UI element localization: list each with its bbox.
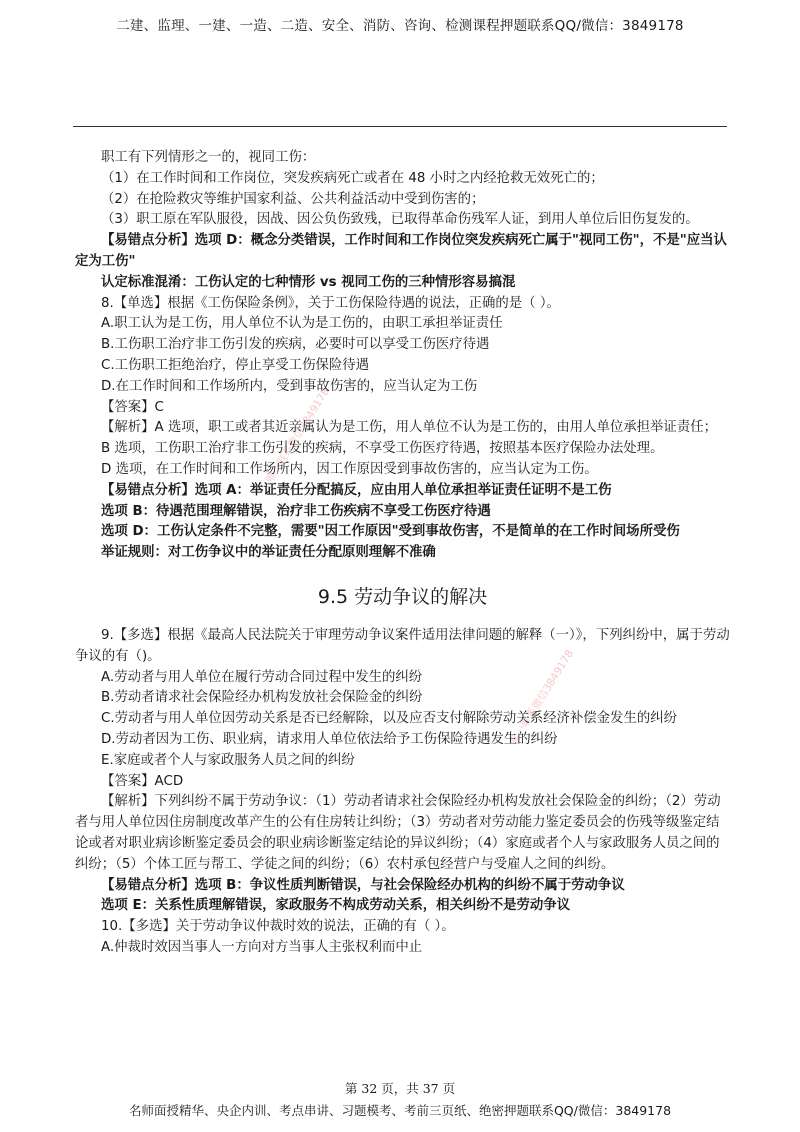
option: A.仲裁时效因当事人一方向对方当事人主张权利而中止 <box>101 939 423 955</box>
list-item: （2）在抢险救灾等维护国家利益、公共利益活动中受到伤害的； <box>101 191 485 207</box>
question: 9.【多选】根据《最高人民法院关于审理劳动争议案件适用法律问题的解释（一）》，下列纠纷中，属于劳动争议的有（)。 <box>75 627 730 664</box>
document-body <box>75 148 730 959</box>
option: B.工伤职工治疗非工伤引发的疾病，必要时可以享受工伤医疗待遇 <box>101 337 490 353</box>
page-footer: 名师面授精华、央企内训、考点串讲、习题模考、考前三页纸、绝密押题联系QQ/微信：3849178 <box>128 1103 672 1118</box>
option: E.家庭或者个人与家政服务人员之间的纠纷 <box>101 752 355 768</box>
error-analysis: 选项 D：工伤认定条件不完整，需要"因工作原因"受到事故伤害，不是简单的在工作时间场所受伤 <box>101 524 680 540</box>
text-line: 职工有下列情形之一的，视同工伤： <box>101 150 316 165</box>
error-analysis: 【易错点分析】选项 A：举证责任分配搞反，应由用人单位承担举证责任证明不是工伤 <box>101 482 612 498</box>
explanation: 【解析】下列纠纷不属于劳动争议：（1）劳动者请求社会保险经办机构发放社会保险金的纠纷；（2）劳动者与用人单位因住房制度改革产生的公有住房转让纠纷；（3）劳动者对劳动能力鉴定委员会的伤残等级鉴定结论或者对职业病诊断鉴定委员会的职业病诊断鉴定结论的异议纠纷；（4）家庭或者个人与家政服务人员之间的纠纷；（5）个体工匠与帮工、学徒之间的纠纷；（6）农村承包经营户与受雇人之间的纠纷。 <box>75 794 721 872</box>
list-item: （1）在工作时间和工作岗位，突发疾病死亡或者在 48 小时之内经抢救无效死亡的； <box>101 170 604 186</box>
section-title: 9.5 劳动争议的解决 <box>317 585 488 608</box>
error-analysis: 认定标准混淆：工伤认定的七种情形 vs 视同工伤的三种情形容易搞混 <box>101 274 516 290</box>
option: A.劳动者与用人单位在履行劳动合同过程中发生的纠纷 <box>101 669 423 685</box>
option: C.工伤职工拒绝治疗，停止享受工伤保险待遇 <box>101 357 370 373</box>
page-header: 二建、监理、一建、一造、二造、安全、消防、咨询、检测课程押题联系QQ/微信：3849178 <box>116 18 684 34</box>
option: A.职工认为是工伤，用人单位不认为是工伤的，由职工承担举证责任 <box>101 316 503 332</box>
explanation: 【解析】A 选项，职工或者其近亲属认为是工伤，用人单位不认为是工伤的，由用人单位承担举证责任； <box>101 420 717 436</box>
question: 10.【多选】关于劳动争议仲裁时效的说法，正确的有（ ）。 <box>101 919 455 935</box>
error-analysis: 举证规则：对工伤争议中的举证责任分配原则理解不准确 <box>101 545 436 561</box>
answer: 【答案】ACD <box>101 773 184 789</box>
error-analysis: 【易错点分析】选项 B：争议性质判断错误，与社会保险经办机构的纠纷不属于劳动争议 <box>101 877 625 893</box>
header-divider <box>73 126 727 127</box>
explanation: D 选项，在工作时间和工作场所内，因工作原因受到事故伤害的，应当认定为工伤。 <box>101 461 598 477</box>
question: 8.【单选】根据《工伤保险条例》，关于工伤保险待遇的说法，正确的是（ ）。 <box>101 295 560 311</box>
option: D.劳动者因为工伤、职业病，请求用人单位依法给予工伤保险待遇发生的纠纷 <box>101 731 558 747</box>
error-analysis: 选项 B：待遇范围理解错误，治疗非工伤疾病不享受工伤医疗待遇 <box>101 503 491 519</box>
watermark: 唯一联系微信3849178 <box>263 385 333 486</box>
answer: 【答案】C <box>101 399 164 415</box>
error-analysis: 【易错点分析】选项 D：概念分类错误，工作时间和工作岗位突发疾病死亡属于"视同工伤"，不是"应当认定为工伤" <box>75 233 727 269</box>
list-item: （3）职工原在军队服役，因战、因公负伤致残，已取得革命伤残军人证，到用人单位后旧伤复发的。 <box>101 212 699 228</box>
error-analysis: 选项 E：关系性质理解错误，家政服务不构成劳动关系，相关纠纷不是劳动争议 <box>101 898 571 914</box>
explanation: B 选项，工伤职工治疗非工伤引发的疾病，不享受工伤医疗待遇，按照基本医疗保险办法处理。 <box>101 441 664 457</box>
option: B.劳动者请求社会保险经办机构发放社会保险金的纠纷 <box>101 690 423 706</box>
page-number: 第 32 页，共 37 页 <box>344 1081 456 1096</box>
option: D.在工作时间和工作场所内，受到事故伤害的，应当认定为工伤 <box>101 378 478 394</box>
watermark: 唯一联系微信3849178 <box>507 647 577 748</box>
option: C.劳动者与用人单位因劳动关系是否已经解除，以及应否支付解除劳动关系经济补偿金发生的纠纷 <box>101 711 678 727</box>
